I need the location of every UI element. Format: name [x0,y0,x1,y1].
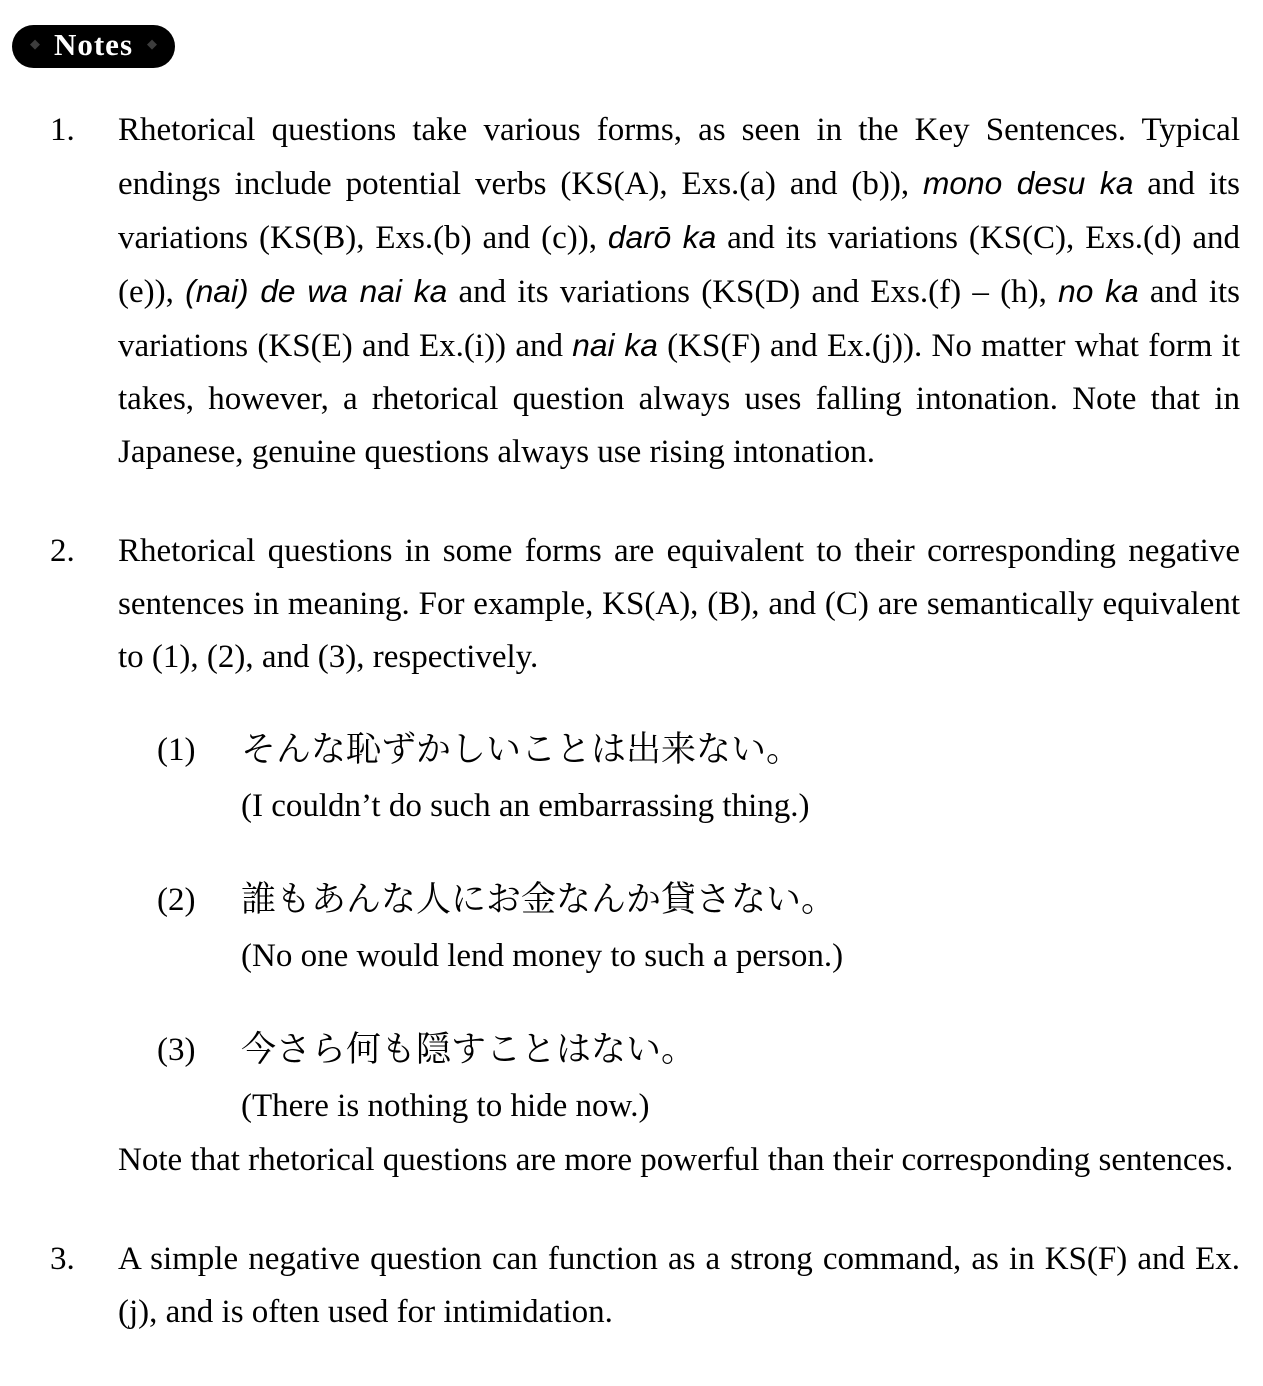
note-1-paragraph [118,104,1240,479]
example-1-number: (1) [157,732,196,768]
note-1-body [118,104,1240,479]
note-item-3 [50,1233,1240,1339]
example-2-number: (2) [157,882,196,918]
romaji-term: mono desu ka [923,165,1134,201]
text-segment: and its variations (KS(B), Exs.(b) and (c)), [118,166,1241,256]
english-translation: (No one would lend money to such a person.) [241,938,844,974]
notes-badge-label: Notes [53,26,134,62]
example-item-2 [118,872,1240,984]
note-item-2 [50,525,1240,1187]
note-1-number: 1. [50,112,75,148]
japanese-sentence: そんな恥ずかしいことは出来ない。 [241,730,802,769]
note-3-number: 3. [50,1241,75,1277]
text-segment: Note that rhetorical questions are more powerful than their corresponding sentences. [118,1142,1234,1178]
example-1-body [241,722,1240,834]
text-segment: (KS(F) and Ex.(j)). No matter what form it takes, however, a rhetorical question always uses falling intonation. Note that in Japanese, genuine questions always use rising intonation. [118,328,1241,470]
note-2-number: 2. [50,533,75,569]
example-item-1 [118,722,1240,834]
japanese-sentence: 誰もあんな人にお金なんか貸さない。 [241,880,837,919]
example-3-body [241,1022,1240,1134]
japanese-sentence: 今さら何も隠すことはない。 [241,1030,697,1069]
text-segment: A simple negative question can function as a strong command, as in KS(F) and Ex.(j), and is often used for intimidation. [118,1241,1240,1330]
romaji-term: nai ka [572,327,658,363]
romaji-term: (nai) de wa nai ka [185,273,448,309]
note-3-body [118,1233,1240,1339]
note-2-closing-remark [118,1134,1240,1187]
text-segment: and its variations (KS(C), Exs.(d) and (e)), [118,220,1240,310]
english-translation: (There is nothing to hide now.) [241,1088,650,1124]
note-2-body [118,525,1240,1187]
badge-ornament-right-icon: ◆ [147,37,158,52]
note-2-paragraph [118,525,1240,684]
text-segment: Rhetorical questions take various forms, as seen in the Key Sentences. Typical endings include potential verbs (KS(A), Exs.(a) and (b)), [118,112,1240,202]
romaji-term: darō ka [607,219,717,255]
text-segment: and its variations (KS(E) and Ex.(i)) and [118,274,1240,364]
english-translation: (I couldn’t do such an embarrassing thing.) [241,788,810,824]
romaji-term: no ka [1058,273,1139,309]
badge-ornament-left-icon: ◆ [29,37,40,52]
example-2-body [241,872,1240,984]
text-segment: Rhetorical questions in some forms are equivalent to their corresponding negative sentences in meaning. For example, KS(A), (B), and (C) are semantically equivalent to (1), (2), and (3), respectively. [118,533,1240,675]
example-item-3 [118,1022,1240,1134]
note-item-1 [50,104,1240,479]
example-3-number: (3) [157,1032,196,1068]
notes-badge [12,25,175,68]
note-3-paragraph [118,1233,1240,1339]
text-segment: and its variations (KS(D) and Exs.(f) – (h), [447,274,1059,310]
